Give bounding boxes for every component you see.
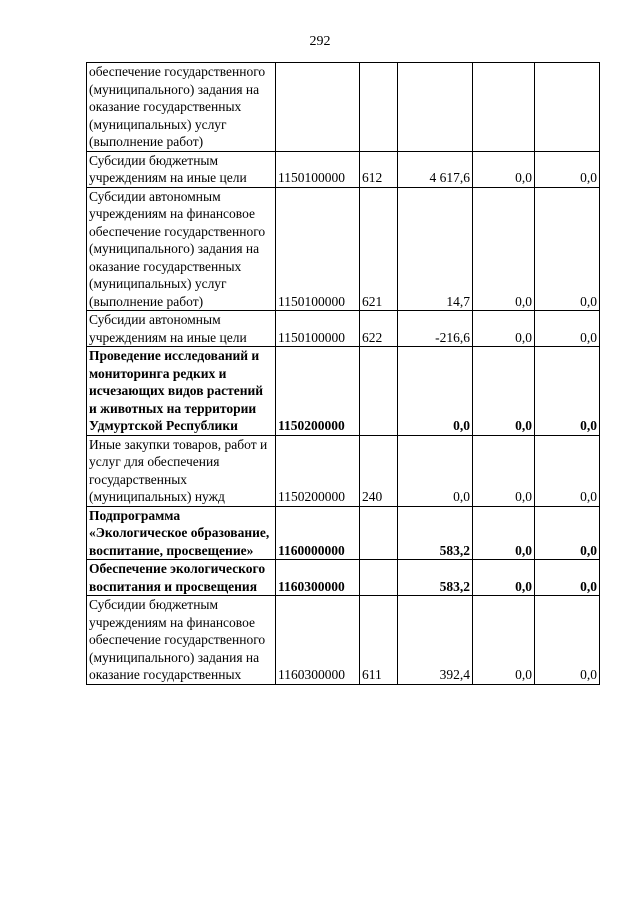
amount-cell: -216,6 [398,311,473,347]
amount-cell: 0,0 [473,347,535,436]
budget-table [86,62,600,685]
amount-cell [473,63,535,152]
expense-name-cell: обеспечение государственного (муниципального) задания на оказание государственных (муниципальных) услуг (выполнение работ) [87,63,276,152]
amount-cell: 0,0 [473,560,535,596]
amount-cell: 0,0 [473,435,535,506]
table-row [87,435,600,506]
amount-cell: 0,0 [535,311,600,347]
amount-cell: 583,2 [398,506,473,560]
expense-type-code-cell: 611 [360,596,398,685]
target-article-code-cell [276,63,360,152]
target-article-code-cell: 1160300000 [276,560,360,596]
amount-cell: 0,0 [473,506,535,560]
table-row [87,347,600,436]
expense-type-code-cell [360,560,398,596]
target-article-code-cell: 1150200000 [276,347,360,436]
expense-name-cell: Обеспечение экологического воспитания и просвещения [87,560,276,596]
expense-name-cell: Проведение исследований и мониторинга редких и исчезающих видов растений и животных на территории Удмуртской Республики [87,347,276,436]
expense-name-cell: Субсидии автономным учреждениям на иные цели [87,311,276,347]
amount-cell: 0,0 [535,560,600,596]
amount-cell: 0,0 [398,435,473,506]
amount-cell: 0,0 [473,311,535,347]
amount-cell: 0,0 [535,596,600,685]
target-article-code-cell: 1150100000 [276,187,360,311]
expense-name-cell: Субсидии бюджетным учреждениям на финансовое обеспечение государственного (муниципального) задания на оказание государственных [87,596,276,685]
amount-cell: 0,0 [473,187,535,311]
expense-type-code-cell [360,506,398,560]
amount-cell [535,63,600,152]
target-article-code-cell: 1150100000 [276,311,360,347]
amount-cell: 0,0 [535,347,600,436]
amount-cell: 0,0 [535,506,600,560]
amount-cell: 14,7 [398,187,473,311]
expense-type-code-cell [360,63,398,152]
table-row [87,311,600,347]
table-row [87,187,600,311]
table-row [87,596,600,685]
amount-cell: 0,0 [473,151,535,187]
amount-cell: 4 617,6 [398,151,473,187]
target-article-code-cell: 1160300000 [276,596,360,685]
page-number: 292 [309,34,331,49]
target-article-code-cell: 1150100000 [276,151,360,187]
amount-cell: 0,0 [535,435,600,506]
amount-cell: 583,2 [398,560,473,596]
expense-type-code-cell: 622 [360,311,398,347]
budget-table-body [87,63,600,685]
table-row [87,506,600,560]
amount-cell: 392,4 [398,596,473,685]
expense-name-cell: Подпрограмма «Экологическое образование, воспитание, просвещение» [87,506,276,560]
amount-cell: 0,0 [473,596,535,685]
amount-cell: 0,0 [535,151,600,187]
expense-type-code-cell: 612 [360,151,398,187]
expense-type-code-cell [360,347,398,436]
target-article-code-cell: 1150200000 [276,435,360,506]
expense-name-cell: Субсидии автономным учреждениям на финансовое обеспечение государственного (муниципального) задания на оказание государственных (муниципальных) услуг (выполнение работ) [87,187,276,311]
amount-cell: 0,0 [535,187,600,311]
amount-cell: 0,0 [398,347,473,436]
expense-name-cell: Иные закупки товаров, работ и услуг для обеспечения государственных (муниципальных) нужд [87,435,276,506]
amount-cell [398,63,473,152]
expense-type-code-cell: 240 [360,435,398,506]
target-article-code-cell: 1160000000 [276,506,360,560]
table-row [87,63,600,152]
expense-name-cell: Субсидии бюджетным учреждениям на иные цели [87,151,276,187]
expense-type-code-cell: 621 [360,187,398,311]
table-row [87,560,600,596]
table-row [87,151,600,187]
